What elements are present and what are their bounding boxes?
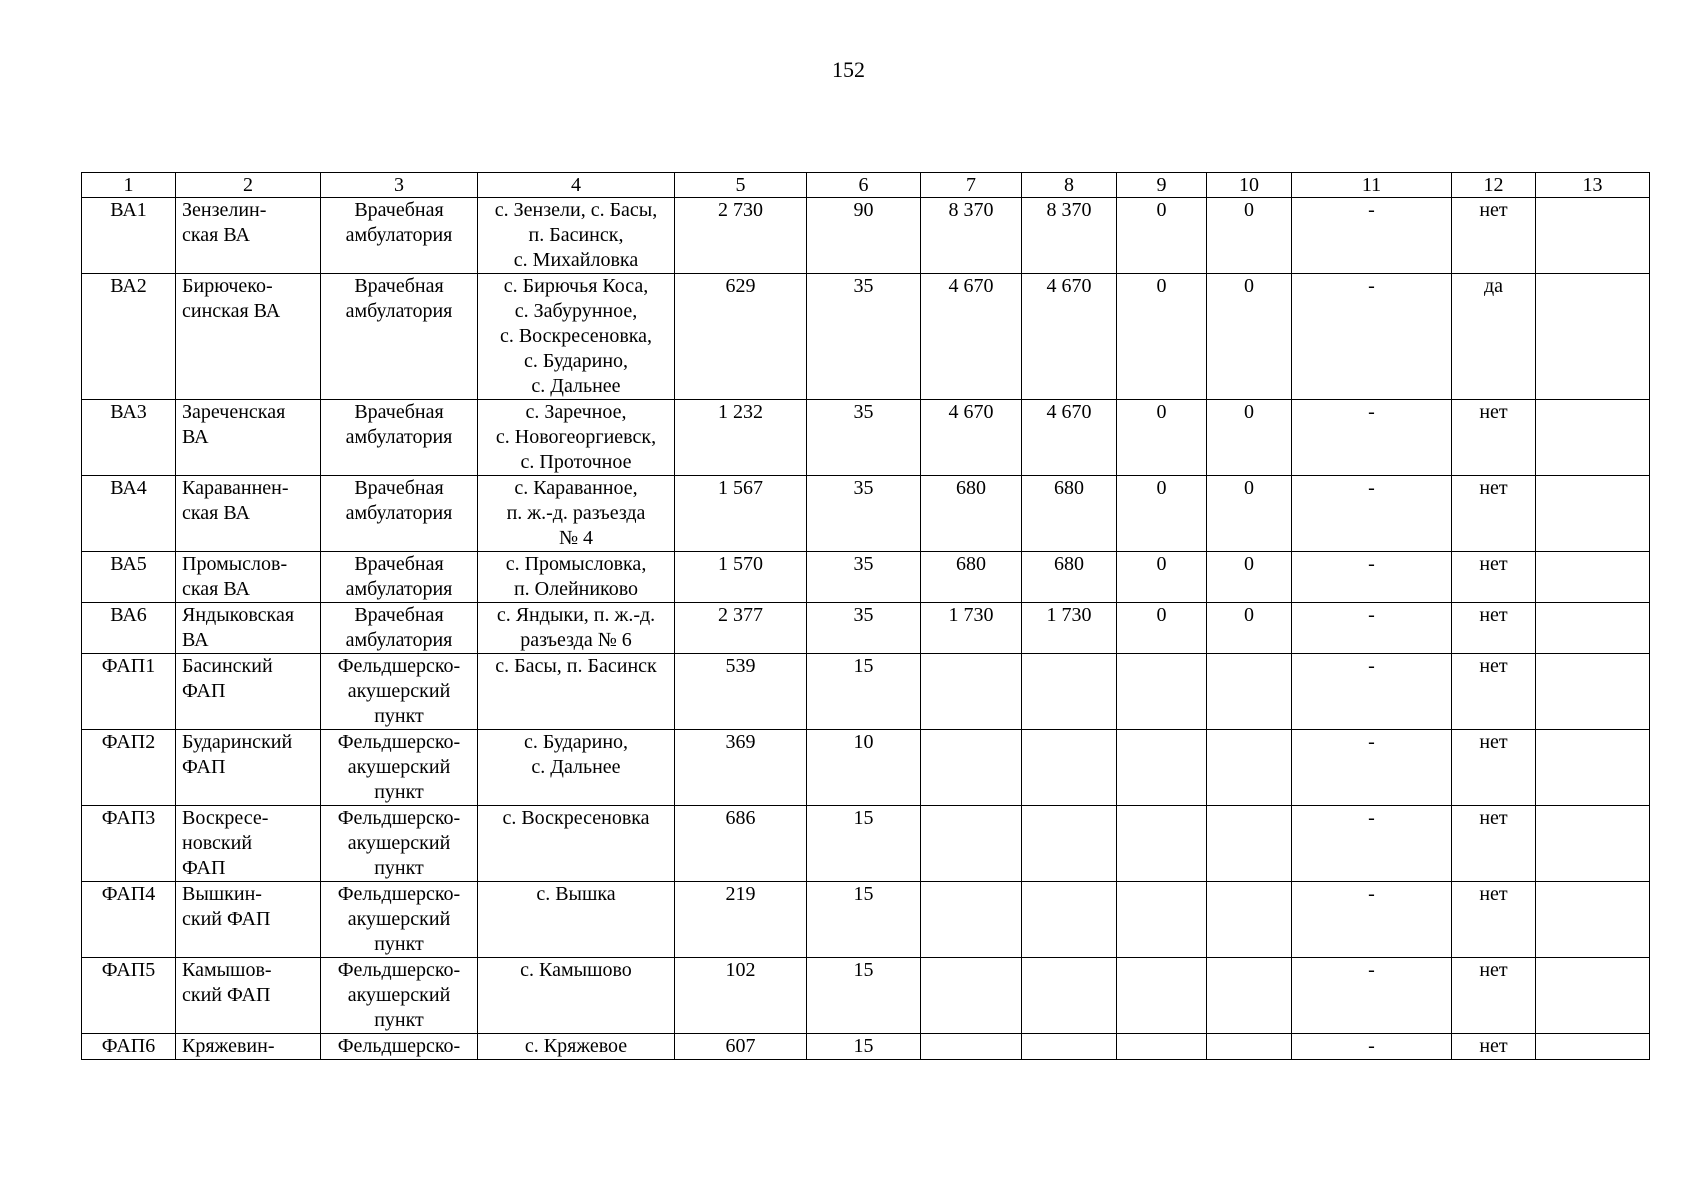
table-row (82, 552, 1650, 603)
facility-name: Кряжевин- (176, 1034, 321, 1060)
col7-value (921, 730, 1022, 806)
settlements: с. Караванное, п. ж.-д. разъезда № 4 (478, 476, 675, 552)
col7-value (921, 882, 1022, 958)
col13-value (1536, 1034, 1650, 1060)
table-row (82, 1034, 1650, 1060)
col5-value: 1 232 (675, 400, 807, 476)
column-header: 3 (321, 173, 478, 198)
col12-value: нет (1452, 654, 1536, 730)
col9-value (1117, 806, 1207, 882)
settlements: с. Бирючья Коса, с. Забурунное, с. Воскресеновка, с. Бударино, с. Дальнее (478, 274, 675, 400)
col11-value: - (1292, 806, 1452, 882)
col11-value: - (1292, 958, 1452, 1034)
col13-value (1536, 730, 1650, 806)
facility-name: Яндыковская ВА (176, 603, 321, 654)
table-row (82, 806, 1650, 882)
facility-type: Фельдшерско- (321, 1034, 478, 1060)
table-row (82, 476, 1650, 552)
table-row (82, 654, 1650, 730)
col9-value (1117, 654, 1207, 730)
col5-value: 102 (675, 958, 807, 1034)
facility-type: Врачебная амбулатория (321, 552, 478, 603)
col12-value: нет (1452, 400, 1536, 476)
col5-value: 2 377 (675, 603, 807, 654)
col8-value (1022, 730, 1117, 806)
page-number: 152 (832, 57, 865, 82)
col9-value: 0 (1117, 198, 1207, 274)
col5-value: 686 (675, 806, 807, 882)
col7-value: 680 (921, 552, 1022, 603)
column-header: 8 (1022, 173, 1117, 198)
col5-value: 607 (675, 1034, 807, 1060)
facility-type: Врачебная амбулатория (321, 198, 478, 274)
col13-value (1536, 476, 1650, 552)
col11-value: - (1292, 552, 1452, 603)
table-body (82, 198, 1650, 1060)
col9-value (1117, 1034, 1207, 1060)
col8-value: 8 370 (1022, 198, 1117, 274)
col6-value: 35 (807, 603, 921, 654)
col13-value (1536, 198, 1650, 274)
col10-value: 0 (1207, 198, 1292, 274)
row-code: ВА3 (82, 400, 176, 476)
facility-type: Фельдшерско- акушерский пункт (321, 882, 478, 958)
facility-name: Зареченская ВА (176, 400, 321, 476)
settlements: с. Басы, п. Басинск (478, 654, 675, 730)
facility-type: Врачебная амбулатория (321, 400, 478, 476)
settlements: с. Промысловка, п. Олейниково (478, 552, 675, 603)
facility-name: Бударинский ФАП (176, 730, 321, 806)
col8-value: 1 730 (1022, 603, 1117, 654)
row-code: ФАП6 (82, 1034, 176, 1060)
col11-value: - (1292, 730, 1452, 806)
col11-value: - (1292, 476, 1452, 552)
settlements: с. Заречное, с. Новогеоргиевск, с. Проточное (478, 400, 675, 476)
col10-value (1207, 1034, 1292, 1060)
col6-value: 10 (807, 730, 921, 806)
facility-name: Промыслов- ская ВА (176, 552, 321, 603)
facility-name: Вышкин- ский ФАП (176, 882, 321, 958)
col11-value: - (1292, 654, 1452, 730)
col8-value (1022, 654, 1117, 730)
col12-value: нет (1452, 476, 1536, 552)
col10-value: 0 (1207, 552, 1292, 603)
col10-value: 0 (1207, 400, 1292, 476)
col9-value: 0 (1117, 274, 1207, 400)
col10-value (1207, 806, 1292, 882)
col7-value (921, 806, 1022, 882)
col7-value (921, 1034, 1022, 1060)
col12-value: да (1452, 274, 1536, 400)
table-row (82, 274, 1650, 400)
row-code: ФАП2 (82, 730, 176, 806)
col11-value: - (1292, 603, 1452, 654)
col12-value: нет (1452, 1034, 1536, 1060)
col13-value (1536, 274, 1650, 400)
facility-type: Фельдшерско- акушерский пункт (321, 730, 478, 806)
col5-value: 629 (675, 274, 807, 400)
col7-value (921, 958, 1022, 1034)
column-header: 5 (675, 173, 807, 198)
col11-value: - (1292, 400, 1452, 476)
table-row (82, 603, 1650, 654)
table-row (82, 882, 1650, 958)
col5-value: 539 (675, 654, 807, 730)
settlements: с. Воскресеновка (478, 806, 675, 882)
col13-value (1536, 806, 1650, 882)
settlements: с. Вышка (478, 882, 675, 958)
facility-type: Врачебная амбулатория (321, 476, 478, 552)
col7-value: 1 730 (921, 603, 1022, 654)
col6-value: 15 (807, 806, 921, 882)
table-row (82, 198, 1650, 274)
col8-value (1022, 1034, 1117, 1060)
header-row (82, 173, 1650, 198)
col6-value: 15 (807, 1034, 921, 1060)
col7-value (921, 654, 1022, 730)
row-code: ВА5 (82, 552, 176, 603)
column-header: 6 (807, 173, 921, 198)
facility-name: Зензелин- ская ВА (176, 198, 321, 274)
col9-value: 0 (1117, 400, 1207, 476)
row-code: ФАП1 (82, 654, 176, 730)
row-code: ВА4 (82, 476, 176, 552)
col6-value: 90 (807, 198, 921, 274)
column-header: 2 (176, 173, 321, 198)
col5-value: 369 (675, 730, 807, 806)
facility-name: Бирючеко- синская ВА (176, 274, 321, 400)
table-header (82, 173, 1650, 198)
col6-value: 15 (807, 882, 921, 958)
settlements: с. Зензели, с. Басы, п. Басинск, с. Михайловка (478, 198, 675, 274)
col13-value (1536, 603, 1650, 654)
column-header: 9 (1117, 173, 1207, 198)
col12-value: нет (1452, 603, 1536, 654)
col8-value (1022, 958, 1117, 1034)
col8-value: 680 (1022, 552, 1117, 603)
settlements: с. Кряжевое (478, 1034, 675, 1060)
col12-value: нет (1452, 958, 1536, 1034)
column-header: 4 (478, 173, 675, 198)
col5-value: 1 567 (675, 476, 807, 552)
facilities-table (81, 172, 1650, 1060)
table-row (82, 400, 1650, 476)
col8-value (1022, 806, 1117, 882)
col10-value: 0 (1207, 274, 1292, 400)
facility-name: Басинский ФАП (176, 654, 321, 730)
col11-value: - (1292, 274, 1452, 400)
col12-value: нет (1452, 198, 1536, 274)
facility-type: Фельдшерско- акушерский пункт (321, 806, 478, 882)
column-header: 7 (921, 173, 1022, 198)
col10-value (1207, 730, 1292, 806)
col9-value: 0 (1117, 476, 1207, 552)
col9-value: 0 (1117, 603, 1207, 654)
facility-type: Фельдшерско- акушерский пункт (321, 654, 478, 730)
col6-value: 35 (807, 476, 921, 552)
column-header: 12 (1452, 173, 1536, 198)
col6-value: 15 (807, 958, 921, 1034)
col5-value: 219 (675, 882, 807, 958)
facility-name: Караваннен- ская ВА (176, 476, 321, 552)
col9-value (1117, 730, 1207, 806)
row-code: ВА2 (82, 274, 176, 400)
settlements: с. Камышово (478, 958, 675, 1034)
col10-value (1207, 958, 1292, 1034)
column-header: 10 (1207, 173, 1292, 198)
col8-value: 680 (1022, 476, 1117, 552)
col10-value: 0 (1207, 603, 1292, 654)
facility-name: Камышов- ский ФАП (176, 958, 321, 1034)
facility-type: Фельдшерско- акушерский пункт (321, 958, 478, 1034)
facility-type: Врачебная амбулатория (321, 274, 478, 400)
col7-value: 4 670 (921, 400, 1022, 476)
col7-value: 8 370 (921, 198, 1022, 274)
col9-value (1117, 882, 1207, 958)
facility-type: Врачебная амбулатория (321, 603, 478, 654)
col6-value: 35 (807, 552, 921, 603)
col6-value: 35 (807, 400, 921, 476)
col6-value: 15 (807, 654, 921, 730)
col8-value: 4 670 (1022, 400, 1117, 476)
column-header: 1 (82, 173, 176, 198)
column-header: 13 (1536, 173, 1650, 198)
row-code: ФАП3 (82, 806, 176, 882)
table-row (82, 958, 1650, 1034)
col12-value: нет (1452, 806, 1536, 882)
col11-value: - (1292, 882, 1452, 958)
table-row (82, 730, 1650, 806)
col13-value (1536, 552, 1650, 603)
col11-value: - (1292, 198, 1452, 274)
col13-value (1536, 882, 1650, 958)
row-code: ФАП5 (82, 958, 176, 1034)
col7-value: 680 (921, 476, 1022, 552)
col12-value: нет (1452, 882, 1536, 958)
row-code: ВА6 (82, 603, 176, 654)
settlements: с. Яндыки, п. ж.-д. разъезда № 6 (478, 603, 675, 654)
col13-value (1536, 654, 1650, 730)
col9-value (1117, 958, 1207, 1034)
col13-value (1536, 400, 1650, 476)
column-header: 11 (1292, 173, 1452, 198)
col5-value: 2 730 (675, 198, 807, 274)
col12-value: нет (1452, 552, 1536, 603)
facility-name: Воскресе- новский ФАП (176, 806, 321, 882)
col5-value: 1 570 (675, 552, 807, 603)
col10-value (1207, 654, 1292, 730)
row-code: ФАП4 (82, 882, 176, 958)
row-code: ВА1 (82, 198, 176, 274)
col7-value: 4 670 (921, 274, 1022, 400)
col8-value: 4 670 (1022, 274, 1117, 400)
col9-value: 0 (1117, 552, 1207, 603)
settlements: с. Бударино, с. Дальнее (478, 730, 675, 806)
col11-value: - (1292, 1034, 1452, 1060)
col8-value (1022, 882, 1117, 958)
col13-value (1536, 958, 1650, 1034)
col6-value: 35 (807, 274, 921, 400)
col10-value (1207, 882, 1292, 958)
col10-value: 0 (1207, 476, 1292, 552)
col12-value: нет (1452, 730, 1536, 806)
